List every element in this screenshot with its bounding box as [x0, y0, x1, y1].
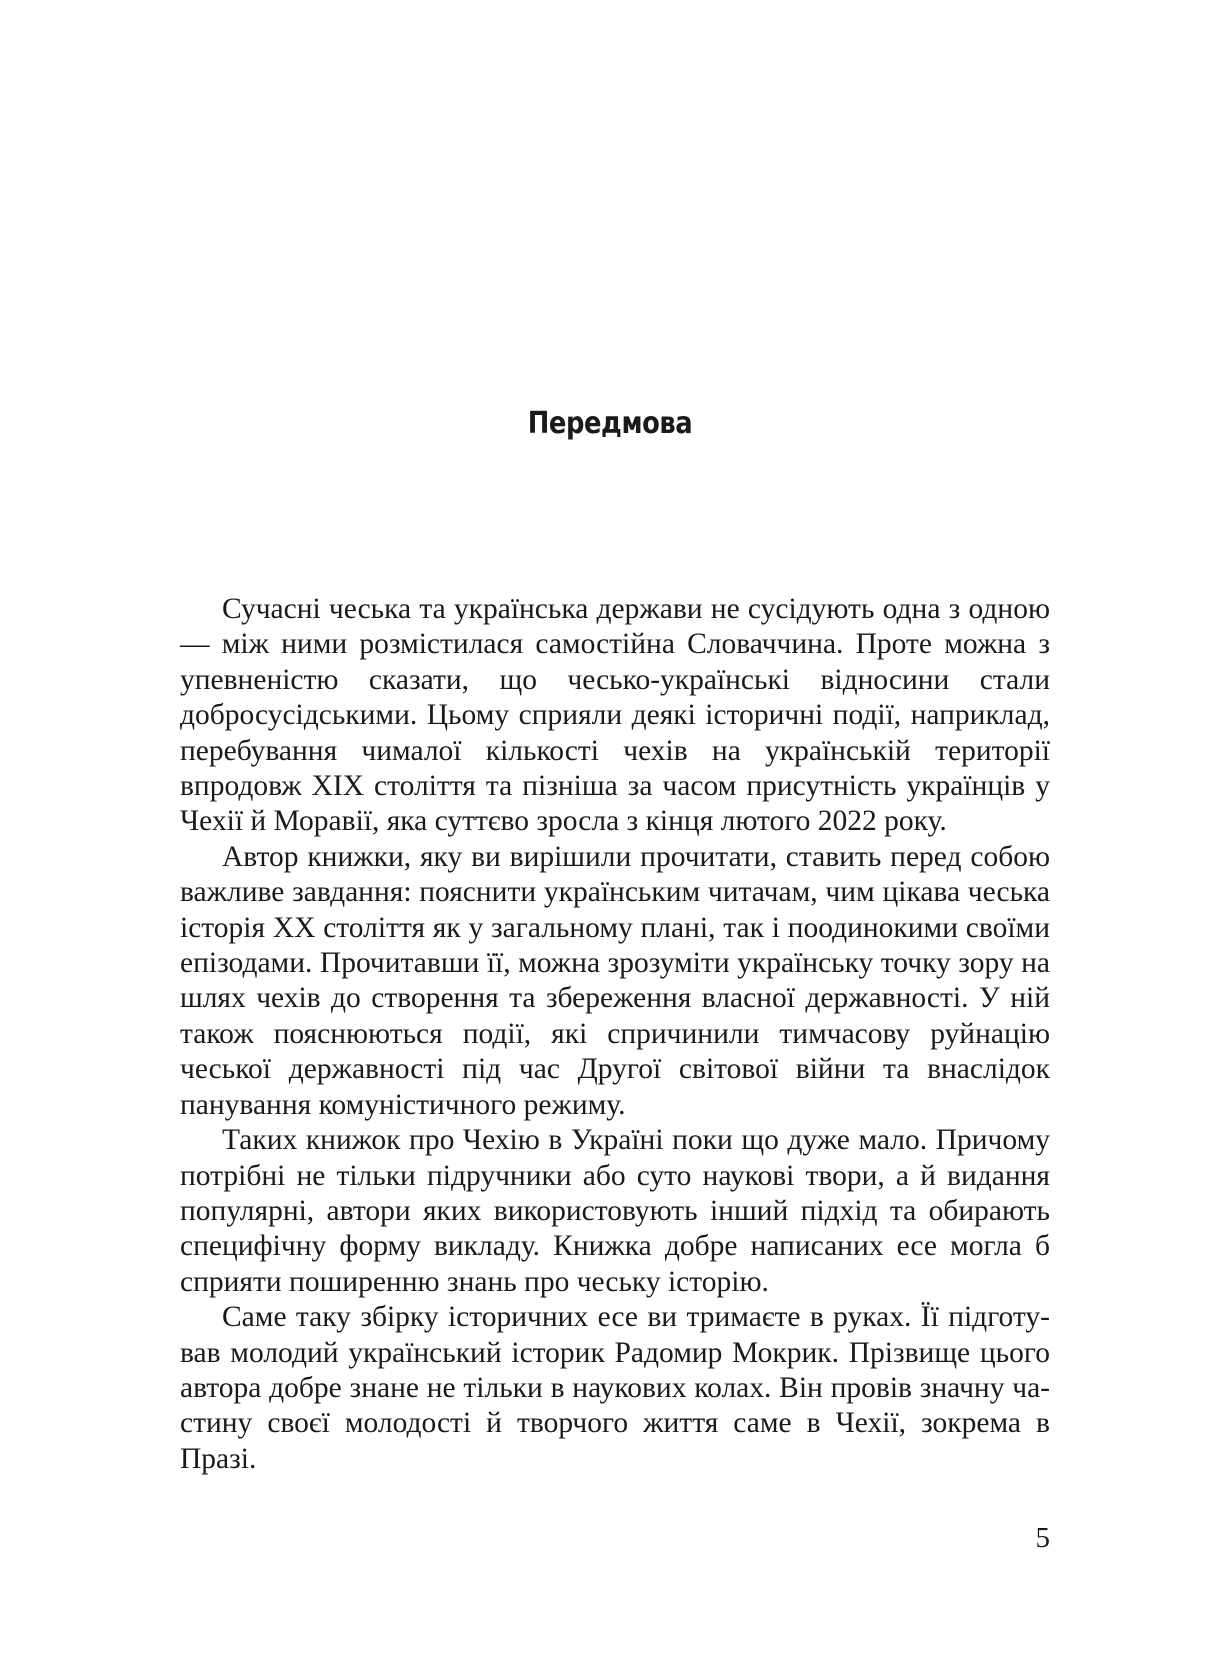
body-text — [180, 592, 1050, 1477]
paragraph-4: Саме таку збірку історичних есе ви тримаєте в руках. Її підготував молодий український історик Радомир Мокрик. Прізвище цього автора добре знане не тільки в наукових колах. Він провів значну частину своєї молодості й творчого життя саме в Чехії, зокрема в Празі. — [180, 1301, 1050, 1475]
chapter-title: Передмова — [527, 406, 693, 441]
page-number: 5 — [1035, 1522, 1050, 1554]
paragraph-1: Сучасні чеська та українська держави не сусідують одна з одною — між ними розмістилася самостійна Словаччина. Проте можна з упевненістю сказати, що чесько-українські відносини стали добросусідськими. Цьому сприяли деякі історичні події, наприклад, перебування чималої кількості чехів на українській території впродовж XIX століття та пізніша за часом присутність українців у Чехії й Моравії, яка суттєво зросла з кінця лютого 2022 року. — [180, 593, 1050, 838]
paragraph-2: Автор книжки, яку ви вирішили прочитати, ставить перед собою важливе завдання: пояснити українським читачам, чим цікава чеська історія XX століття як у загальному плані, так і поодинокими своїми епізодами. Прочитавши її, можна зрозуміти українську точку зору на шлях чехів до створення та збереження власної державності. У ній також пояснюються події, які спричинили тимчасову руйнацію чеської державності під час Другої світової війни та внаслідок панування комуністичного режиму. — [180, 840, 1050, 1121]
paragraph-3: Таких книжок про Чехію в Україні поки що дуже мало. Причому потрібні не тільки підручники або суто наукові твори, а й видання популярні, автори яких використовують інший підхід та обирають специфічну форму викладу. Книжка добре написаних есе могла б сприяти поширенню знань про чеську історію. — [180, 1124, 1050, 1298]
